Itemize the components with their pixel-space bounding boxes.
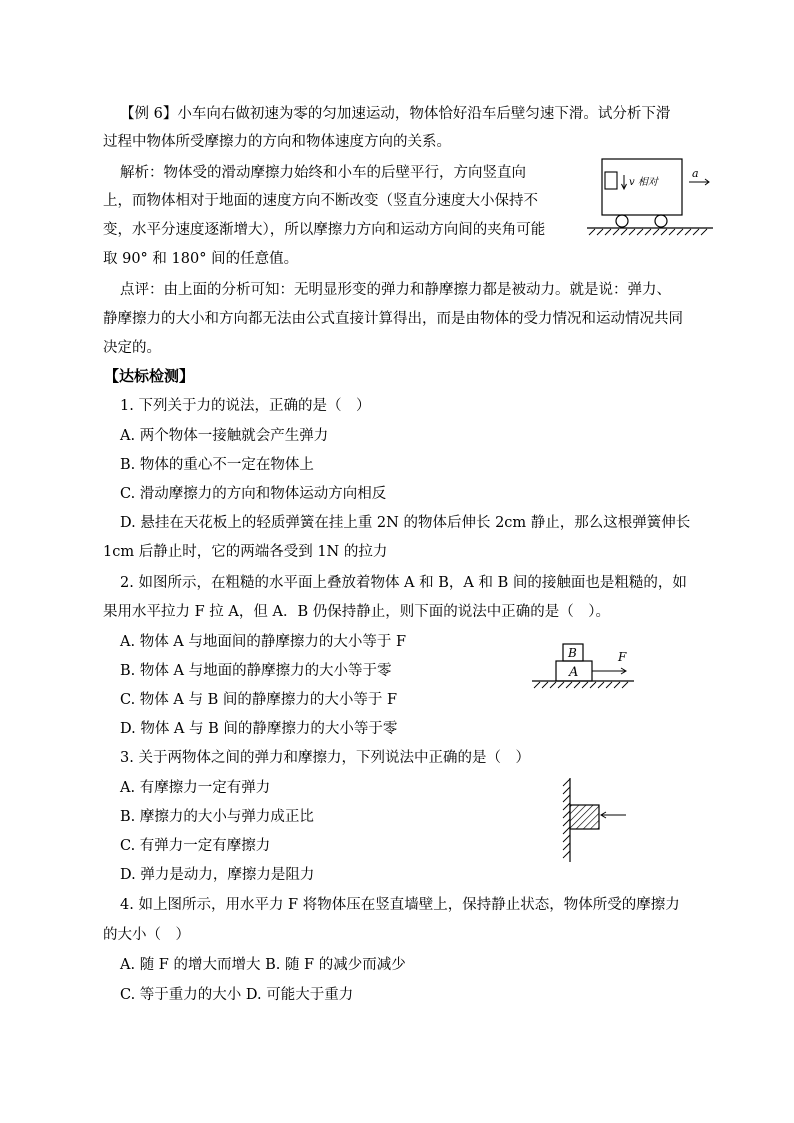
analysis-line3: 变，水平分速度逐渐增大），所以摩擦力方向和运动方向间的夹角可能 bbox=[103, 222, 546, 238]
example6-line2: 过程中物体所受摩擦力的方向和物体速度方向的关系。 bbox=[103, 134, 451, 150]
q1-option-a: A. 两个物体一接触就会产生弹力 bbox=[120, 428, 329, 444]
q4-options-cd: C. 等于重力的大小 D. 可能大于重力 bbox=[120, 987, 354, 1003]
analysis-line2: 上，而物体相对于地面的速度方向不断改变（竖直分速度大小保持不 bbox=[103, 193, 538, 209]
q4-options-ab: A. 随 F 的增大而增大 B. 随 F 的减少而减少 bbox=[120, 957, 406, 973]
v-relative-label: v 相对 bbox=[629, 177, 658, 188]
example6-line1: 【例 6】小车向右做初速为零的匀加速运动，物体恰好沿车后壁匀速下滑。试分析下滑 bbox=[120, 106, 671, 122]
q2-stem-line2: 果用水平拉力 F 拉 A，但 A．B 仍保持静止，则下面的说法中正确的是（ ）。 bbox=[103, 604, 610, 620]
q1-option-b: B. 物体的重心不一定在物体上 bbox=[120, 457, 314, 473]
q2-option-d: D. 物体 A 与 B 间的静摩擦力的大小等于零 bbox=[120, 721, 398, 737]
q2-option-c: C. 物体 A 与 B 间的静摩擦力的大小等于 F bbox=[120, 692, 398, 708]
block-a-label: A bbox=[569, 665, 579, 680]
q2-option-a: A. 物体 A 与地面间的静摩擦力的大小等于 F bbox=[120, 634, 407, 650]
analysis-line1: 解析：物体受的滑动摩擦力始终和小车的后壁平行，方向竖直向 bbox=[120, 165, 526, 181]
q4-stem-line2: 的大小（ ） bbox=[103, 927, 190, 943]
q2-stem-line1: 2. 如图所示，在粗糙的水平面上叠放着物体 A 和 B，A 和 B 间的接触面也是粗糙的，如 bbox=[120, 575, 687, 591]
comment-line3: 决定的。 bbox=[103, 340, 161, 356]
analysis-line4: 取 90° 和 180° 间的任意值。 bbox=[103, 251, 299, 267]
q2-option-b: B. 物体 A 与地面的静摩擦力的大小等于零 bbox=[120, 663, 392, 679]
a-label: a bbox=[692, 167, 699, 180]
q3-option-b: B. 摩擦力的大小与弹力成正比 bbox=[120, 809, 314, 825]
cart-figure bbox=[585, 155, 715, 240]
q3-option-d: D. 弹力是动力，摩擦力是阻力 bbox=[120, 867, 315, 883]
block-b-label: B bbox=[568, 646, 577, 660]
q1-option-d-line1: D. 悬挂在天花板上的轻质弹簧在挂上重 2N 的物体后伸长 2cm 静止，那么这根弹簧伸长 bbox=[120, 515, 691, 531]
q3-option-a: A. 有摩擦力一定有弹力 bbox=[120, 780, 271, 796]
comment-line2: 静摩擦力的大小和方向都无法由公式直接计算得出，而是由物体的受力情况和运动情况共同 bbox=[103, 311, 683, 327]
q3-stem: 3. 关于两物体之间的弹力和摩擦力，下列说法中正确的是（ ） bbox=[120, 750, 530, 766]
blocks-figure bbox=[530, 640, 640, 692]
q1-option-d-line2: 1cm 后静止时，它的两端各受到 1N 的拉力 bbox=[103, 544, 388, 560]
wall-figure bbox=[558, 776, 633, 864]
q4-stem-line1: 4. 如上图所示，用水平力 F 将物体压在竖直墙壁上，保持静止状态，物体所受的摩擦力 bbox=[120, 897, 680, 913]
comment-line1: 点评：由上面的分析可知：无明显形变的弹力和静摩擦力都是被动力。就是说：弹力、 bbox=[120, 282, 671, 298]
q1-stem: 1. 下列关于力的说法，正确的是（ ） bbox=[120, 398, 371, 414]
force-f-label: F bbox=[618, 650, 627, 664]
q1-option-c: C. 滑动摩擦力的方向和物体运动方向相反 bbox=[120, 486, 387, 502]
q3-option-c: C. 有弹力一定有摩擦力 bbox=[120, 838, 271, 854]
section-title: 【达标检测】 bbox=[104, 367, 195, 385]
